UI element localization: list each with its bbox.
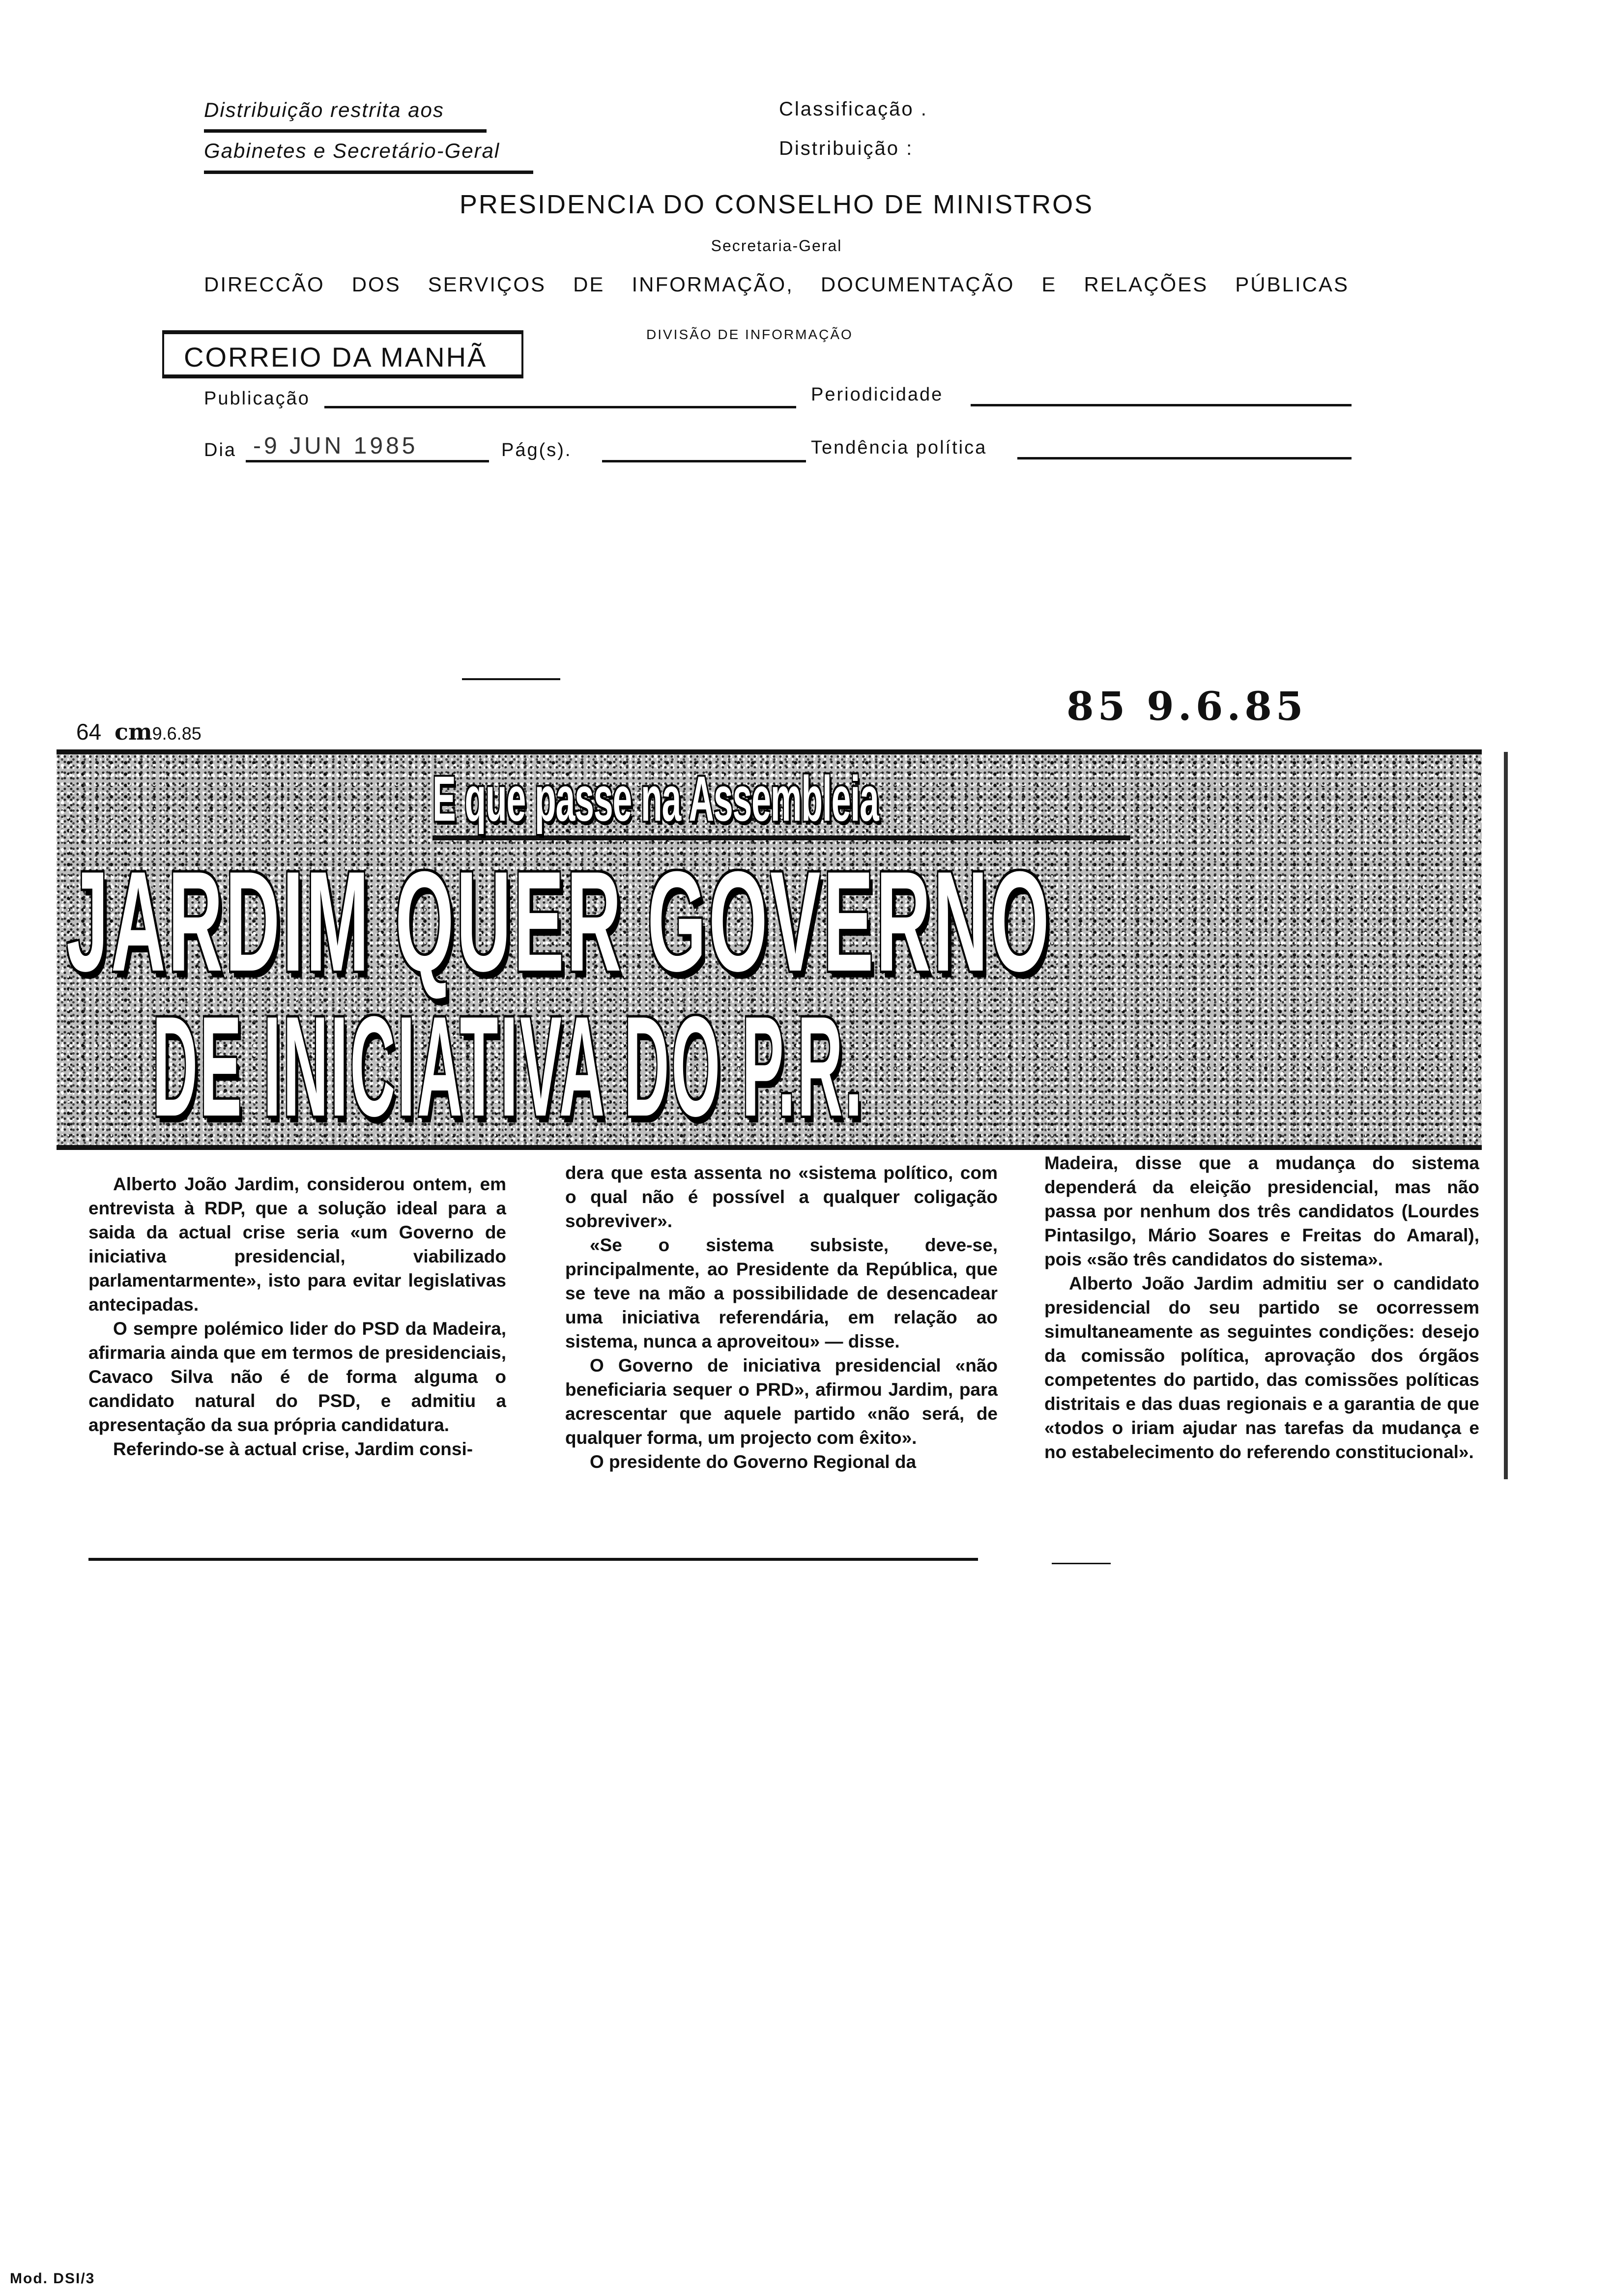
pages-field-line <box>602 460 806 462</box>
handwritten-note: 85 9.6.85 <box>1066 683 1307 729</box>
underline <box>204 171 533 174</box>
column-bottom-rule <box>88 1558 978 1561</box>
headline-kicker: E que passe na Assembleia <box>432 763 879 834</box>
headline-line1: JARDIM QUER GOVERNO <box>66 842 1052 1001</box>
pages-label: Pág(s). <box>501 440 572 460</box>
clipping-date: 9.6.85 <box>152 723 202 744</box>
day-label: Dia <box>204 440 237 460</box>
day-value-stamp: -9 JUN 1985 <box>253 433 418 459</box>
directorate: DIRECCÃO DOS SERVIÇOS DE INFORMAÇÃO, DOCUMENTAÇÃO E RELAÇÕES PÚBLICAS <box>204 273 1349 296</box>
paragraph: Alberto João Jardim, considerou ontem, em entrevista à RDP, que a solução ideal para a saida da actual crise seria «um Governo de iniciativa presidencial, viabilizado parlamentarmente», isto para evitar legislativas antecipadas. <box>88 1174 506 1315</box>
page-subtitle: Secretaria-Geral <box>711 237 842 255</box>
publication-field-line <box>324 406 796 408</box>
clipping-edge <box>1504 752 1508 1479</box>
kicker-box <box>432 762 1130 840</box>
article-column-1 <box>88 1172 506 1461</box>
paragraph: O presidente do Governo Regional da <box>590 1452 917 1472</box>
newspaper-logo: cm <box>114 718 152 745</box>
publication-label: Publicação <box>204 388 310 409</box>
form-code: Mod. DSI/3 <box>10 2270 95 2287</box>
article-column-3 <box>1044 1151 1479 1464</box>
page-ref: 64 <box>76 719 102 745</box>
periodicity-label: Periodicidade <box>811 384 944 405</box>
clipping-reference <box>76 718 202 745</box>
tendency-label: Tendência política <box>811 437 987 458</box>
tendency-field-line <box>1017 457 1352 459</box>
periodicity-field-line <box>971 404 1352 406</box>
paragraph: O Governo de iniciativa presidencial «não beneficiaria sequer o PRD», afirmou Jardim, para acrescentar que aquele partido «não será, de qualquer forma, um projecto com êxito». <box>565 1355 998 1448</box>
day-field-line <box>246 460 489 462</box>
underline <box>204 129 487 133</box>
paragraph: dera que esta assenta no «sistema político, com o qual não é possível a qualquer coligação sobreviver». <box>565 1163 998 1231</box>
restricted-distribution-line2: Gabinetes e Secretário-Geral <box>204 139 500 162</box>
headline-line2: DE INICIATIVA DO P.R. <box>152 987 864 1146</box>
scan-mark <box>462 678 560 680</box>
distribution-label: Distribuição : <box>779 138 914 159</box>
paragraph: O sempre polémico lider do PSD da Madeira, afirmaria ainda que em termos de presidenciais, Cavaco Silva não é de forma alguma o candidato natural do PSD, e admitiu a apresentação da sua própria candidatura. <box>88 1319 506 1435</box>
article-column-2 <box>565 1161 998 1474</box>
publication-stamp-box <box>162 330 523 378</box>
publication-stamp: CORREIO DA MANHÃ <box>184 342 488 373</box>
paragraph: Referindo-se à actual crise, Jardim consi- <box>113 1439 473 1459</box>
classification-label: Classificação . <box>779 98 928 120</box>
paragraph: Alberto João Jardim admitiu ser o candidato presidencial do seu partido se ocorressem simultaneamente as seguintes condições: desejo da comissão política, aprovação dos órgãos competentes do partido, das comissões políticas distritais e das duas regionais e a garantia de que «todos o iriam ajudar nas tarefas da mudança e no estabelecimento do referendo constitucional». <box>1044 1273 1479 1462</box>
paragraph: «Se o sistema subsiste, deve-se, principalmente, ao Presidente da República, que se teve na mão a possibilidade de desencadear uma iniciativa referendária, em relação ao sistema, nunca a aproveitou» — disse. <box>565 1235 998 1351</box>
headline-banner <box>57 749 1482 1150</box>
restricted-distribution-line1: Distribuição restrita aos <box>204 98 444 121</box>
paragraph: Madeira, disse que a mudança do sistema dependerá da eleição presidencial, mas não passa por nenhum dos três candidatos (Lourdes Pintasilgo, Mário Soares e Freitas do Amaral), pois «são três candidatos do sistema». <box>1044 1153 1479 1269</box>
division-label: DIVISÃO DE INFORMAÇÃO <box>646 327 853 342</box>
column-bottom-rule-short <box>1052 1563 1111 1564</box>
page-title: PRESIDENCIA DO CONSELHO DE MINISTROS <box>459 190 1094 219</box>
